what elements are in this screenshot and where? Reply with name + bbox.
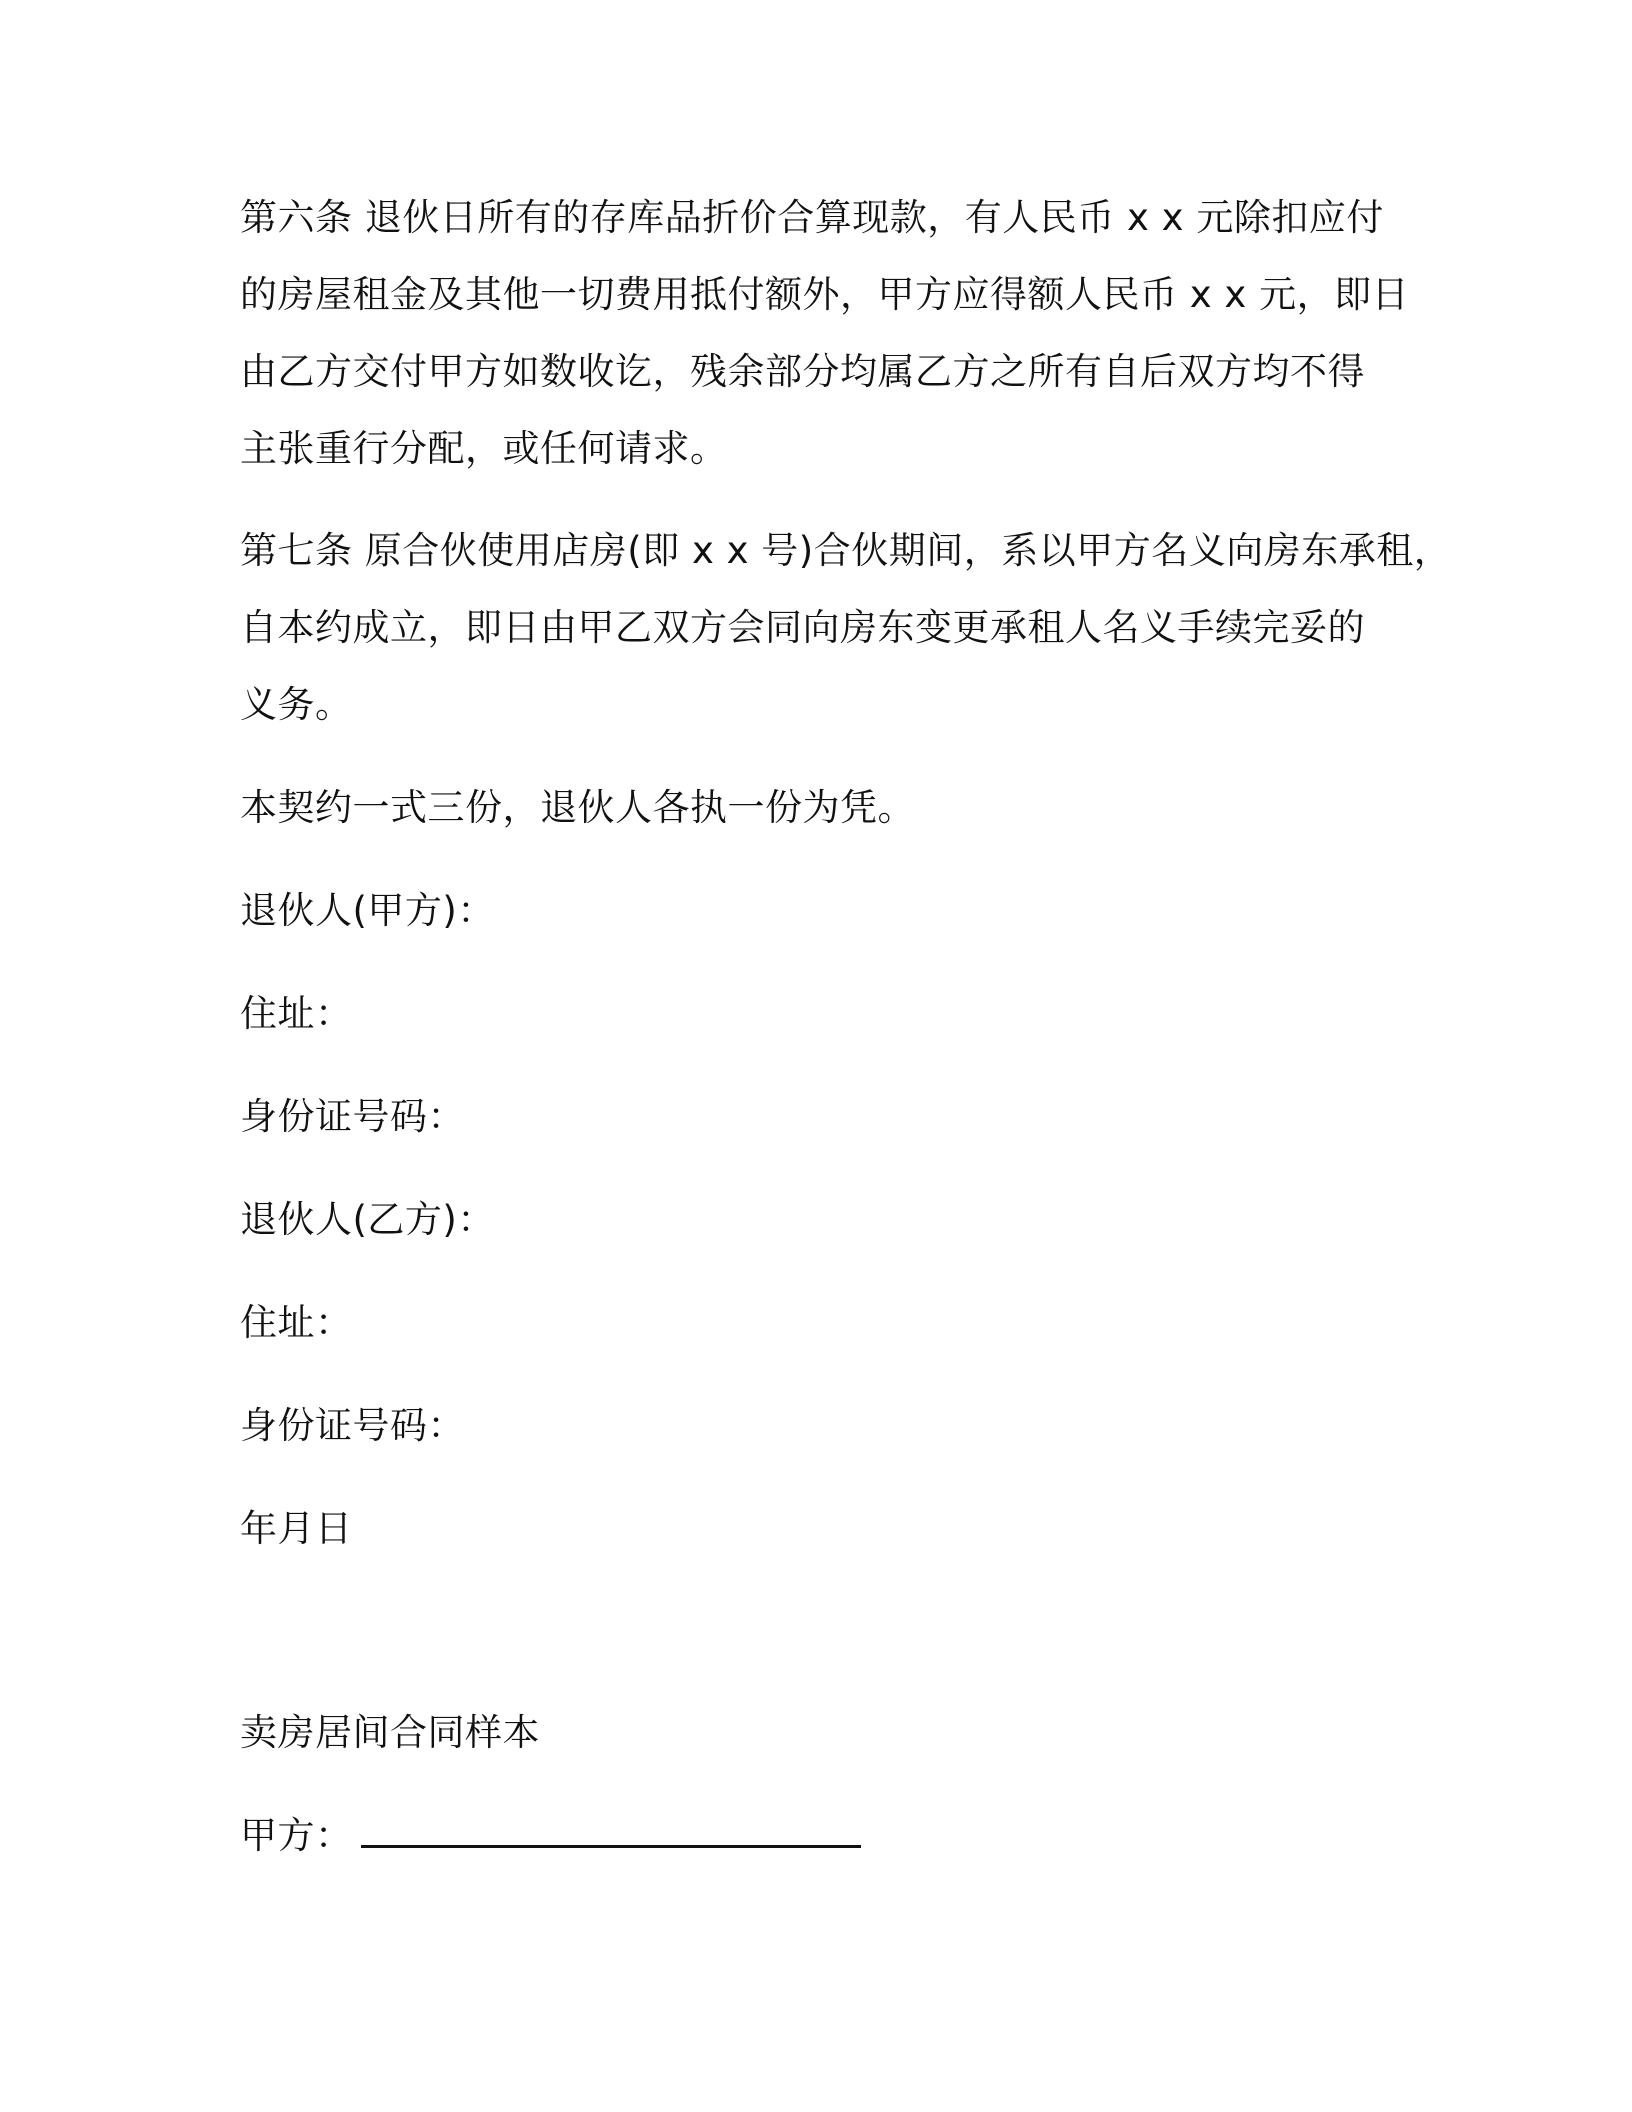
article6-line-1: 第六条 退伙日所有的存库品折价合算现款，有人民币 x x 元除扣应付	[240, 196, 1384, 239]
party-a-address-label: 住址：	[240, 992, 353, 1035]
article7-line-3: 义务。	[240, 683, 353, 726]
next-contract-party-a	[240, 1812, 861, 1860]
party-a-label: 退伙人(甲方)：	[240, 889, 495, 932]
article6-line-4: 主张重行分配，或任何请求。	[240, 427, 728, 470]
party-a-blank-line	[361, 1815, 861, 1848]
article7-line-2: 自本约成立，即日由甲乙双方会同向房东变更承租人名义手续完妥的	[240, 606, 1365, 649]
party-b-address-label: 住址：	[240, 1301, 353, 1344]
party-a-id-label: 身份证号码：	[240, 1095, 465, 1138]
party-b-label: 退伙人(乙方)：	[240, 1198, 495, 1241]
party-b-id-label: 身份证号码：	[240, 1404, 465, 1447]
article6-line-2: 的房屋租金及其他一切费用抵付额外，甲方应得额人民币 x x 元，即日	[240, 273, 1410, 316]
article7-line-1: 第七条 原合伙使用店房(即 x x 号)合伙期间，系以甲方名义向房东承租，	[240, 529, 1452, 572]
next-contract-title: 卖房居间合同样本	[240, 1711, 540, 1754]
copies-clause: 本契约一式三份，退伙人各执一份为凭。	[240, 786, 915, 829]
date-line: 年月日	[240, 1507, 353, 1550]
party-a-field-label: 甲方：	[240, 1814, 353, 1857]
article6-line-3: 由乙方交付甲方如数收讫，残余部分均属乙方之所有自后双方均不得	[240, 350, 1365, 393]
